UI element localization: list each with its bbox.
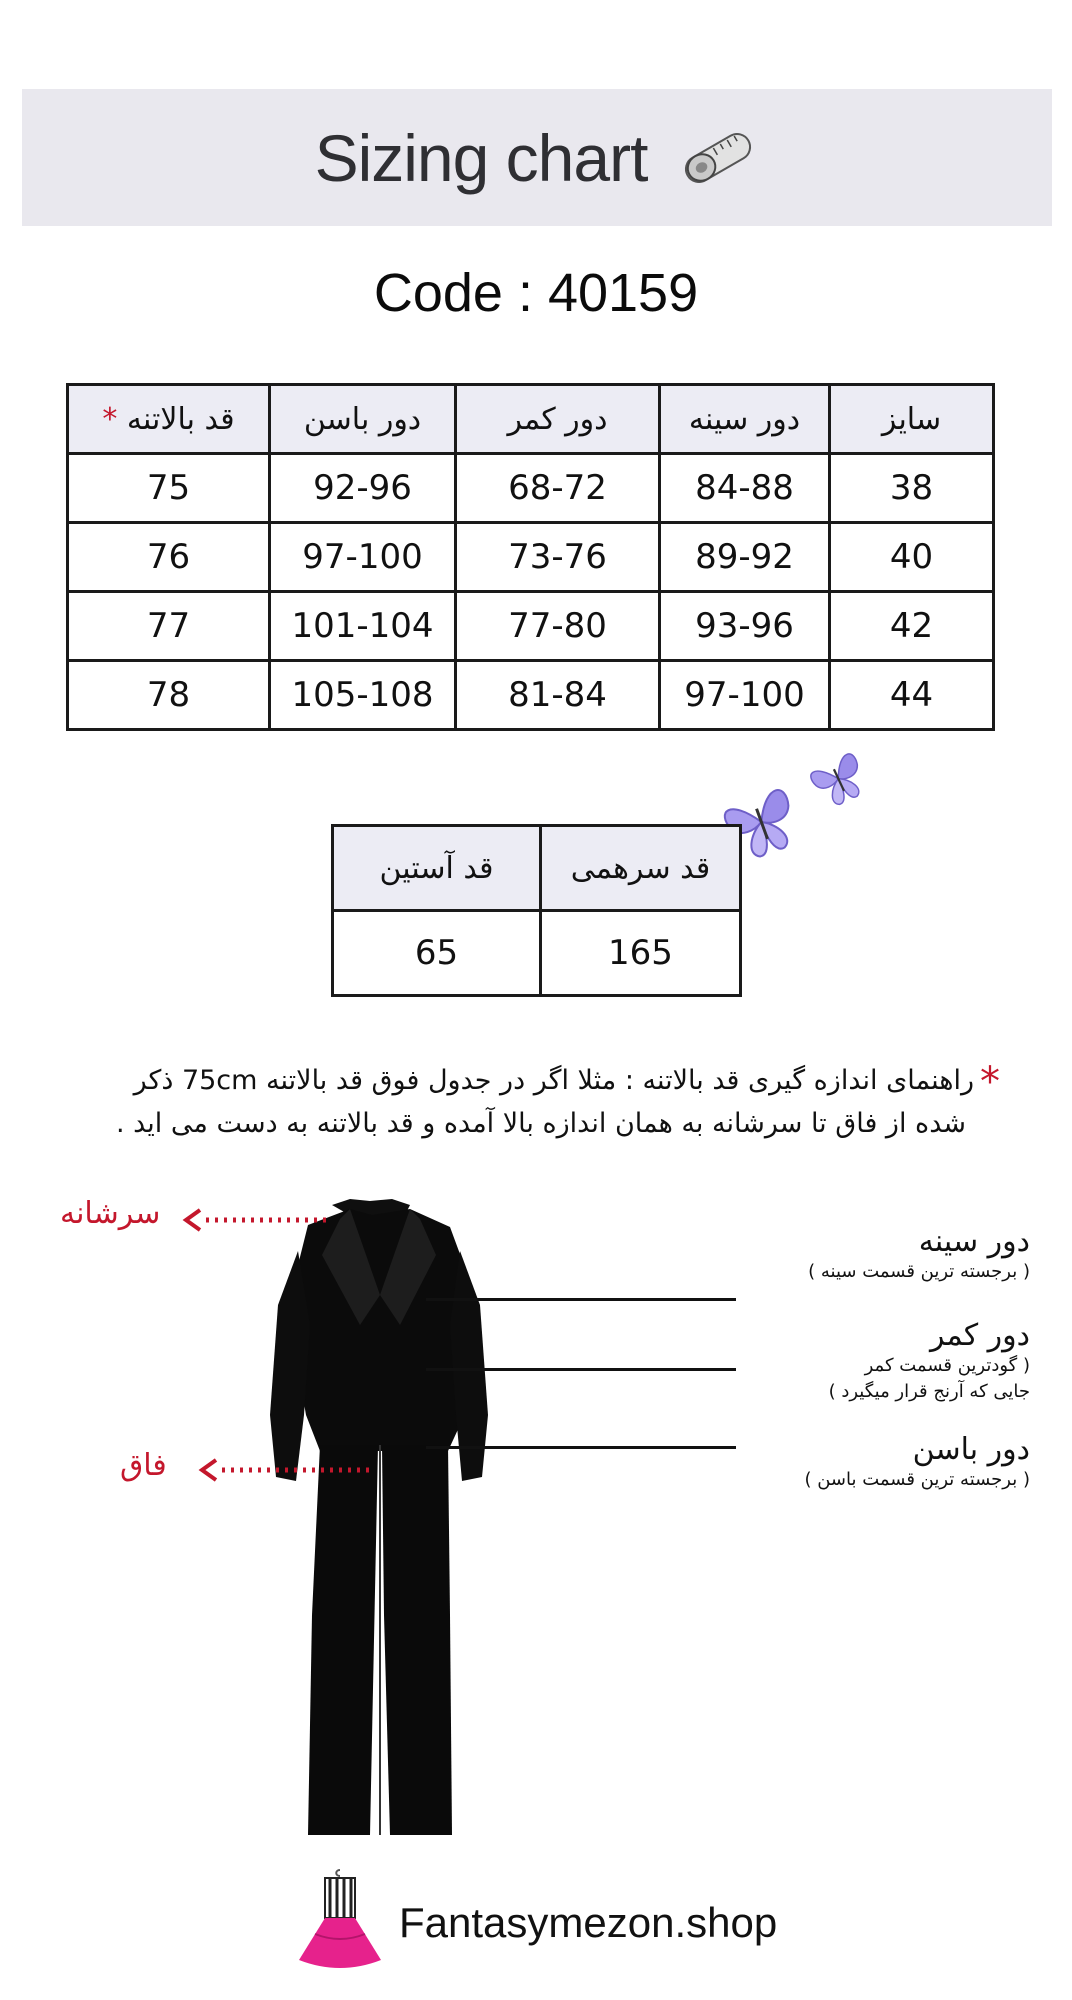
cell-torso: 75 [68, 454, 270, 523]
required-star: * [102, 401, 118, 437]
waist-label [829, 1318, 1030, 1405]
hip-line [426, 1446, 736, 1449]
banner-content [22, 89, 1052, 226]
cell-torso: 77 [68, 592, 270, 661]
cell-waist: 77-80 [456, 592, 660, 661]
table-row [68, 523, 994, 592]
footer [295, 1868, 777, 1978]
table-row [68, 454, 994, 523]
cell-hip: 97-100 [270, 523, 456, 592]
hip-desc: ( برجسته ترین قسمت باسن ) [804, 1469, 1030, 1490]
cell-hip: 92-96 [270, 454, 456, 523]
length-table [331, 824, 742, 997]
waist-line [426, 1368, 736, 1371]
shoulder-label: سرشانه [60, 1196, 161, 1231]
header-torso-length: قد بالاتنه * [68, 385, 270, 454]
note-star: * [980, 1059, 1000, 1105]
size-table [66, 383, 995, 731]
crotch-arrow [196, 1456, 376, 1486]
header-size: سایز [830, 385, 994, 454]
title-banner [22, 89, 1052, 226]
table-row [68, 661, 994, 730]
chest-line [426, 1298, 736, 1301]
shoulder-arrow [180, 1206, 330, 1236]
chest-title: دور سینه [918, 1224, 1030, 1259]
cell-waist: 81-84 [456, 661, 660, 730]
length-table-header-row [333, 826, 741, 911]
hip-label [804, 1432, 1030, 1493]
cell-chest: 97-100 [660, 661, 830, 730]
cell-hip: 105-108 [270, 661, 456, 730]
cell-waist: 73-76 [456, 523, 660, 592]
cell-hip: 101-104 [270, 592, 456, 661]
jumpsuit-illustration [260, 1195, 500, 1845]
crotch-label: فاق [120, 1448, 167, 1483]
header-hip: دور باسن [270, 385, 456, 454]
chest-label [808, 1224, 1030, 1285]
header-waist: دور کمر [456, 385, 660, 454]
cell-size: 40 [830, 523, 994, 592]
cell-jumpsuit-length: 165 [541, 911, 741, 996]
cell-size: 42 [830, 592, 994, 661]
cell-size: 38 [830, 454, 994, 523]
chest-desc: ( برجسته ترین قسمت سینه ) [808, 1261, 1030, 1282]
cell-waist: 68-72 [456, 454, 660, 523]
table-row [68, 592, 994, 661]
dress-logo-icon [295, 1868, 385, 1978]
cell-sleeve-length: 65 [333, 911, 541, 996]
note-line-2: شده از فاق تا سرشانه به همان اندازه بالا آمده و قد بالاتنه به دست می اید . [115, 1108, 966, 1139]
waist-desc-1: ( گودترین قسمت کمر [864, 1355, 1030, 1376]
measurement-note [50, 1060, 1000, 1145]
header-chest: دور سینه [660, 385, 830, 454]
hip-title: دور باسن [912, 1432, 1030, 1467]
note-line-1: *راهنمای اندازه گیری قد بالاتنه : مثلا اگر در جدول فوق قد بالاتنه 75cm ذکر [133, 1059, 1000, 1105]
product-code: Code : 40159 [373, 263, 699, 323]
cell-torso: 76 [68, 523, 270, 592]
waist-desc-2: جایی که آرنج قرار میگیرد ) [828, 1381, 1030, 1402]
header-sleeve-length: قد آستین [333, 826, 541, 911]
cell-chest: 93-96 [660, 592, 830, 661]
header-jumpsuit-length: قد سرهمی [541, 826, 741, 911]
table-row [333, 911, 741, 996]
butterfly-icon [806, 746, 870, 810]
cell-size: 44 [830, 661, 994, 730]
cell-chest: 84-88 [660, 454, 830, 523]
site-name: Fantasymezon.shop [399, 1899, 778, 1946]
cell-chest: 89-92 [660, 523, 830, 592]
cell-torso: 78 [68, 661, 270, 730]
banner-title: Sizing chart [314, 120, 648, 195]
size-table-header-row [68, 385, 994, 454]
waist-title: دور کمر [929, 1318, 1030, 1353]
measuring-tape-icon [677, 117, 759, 199]
